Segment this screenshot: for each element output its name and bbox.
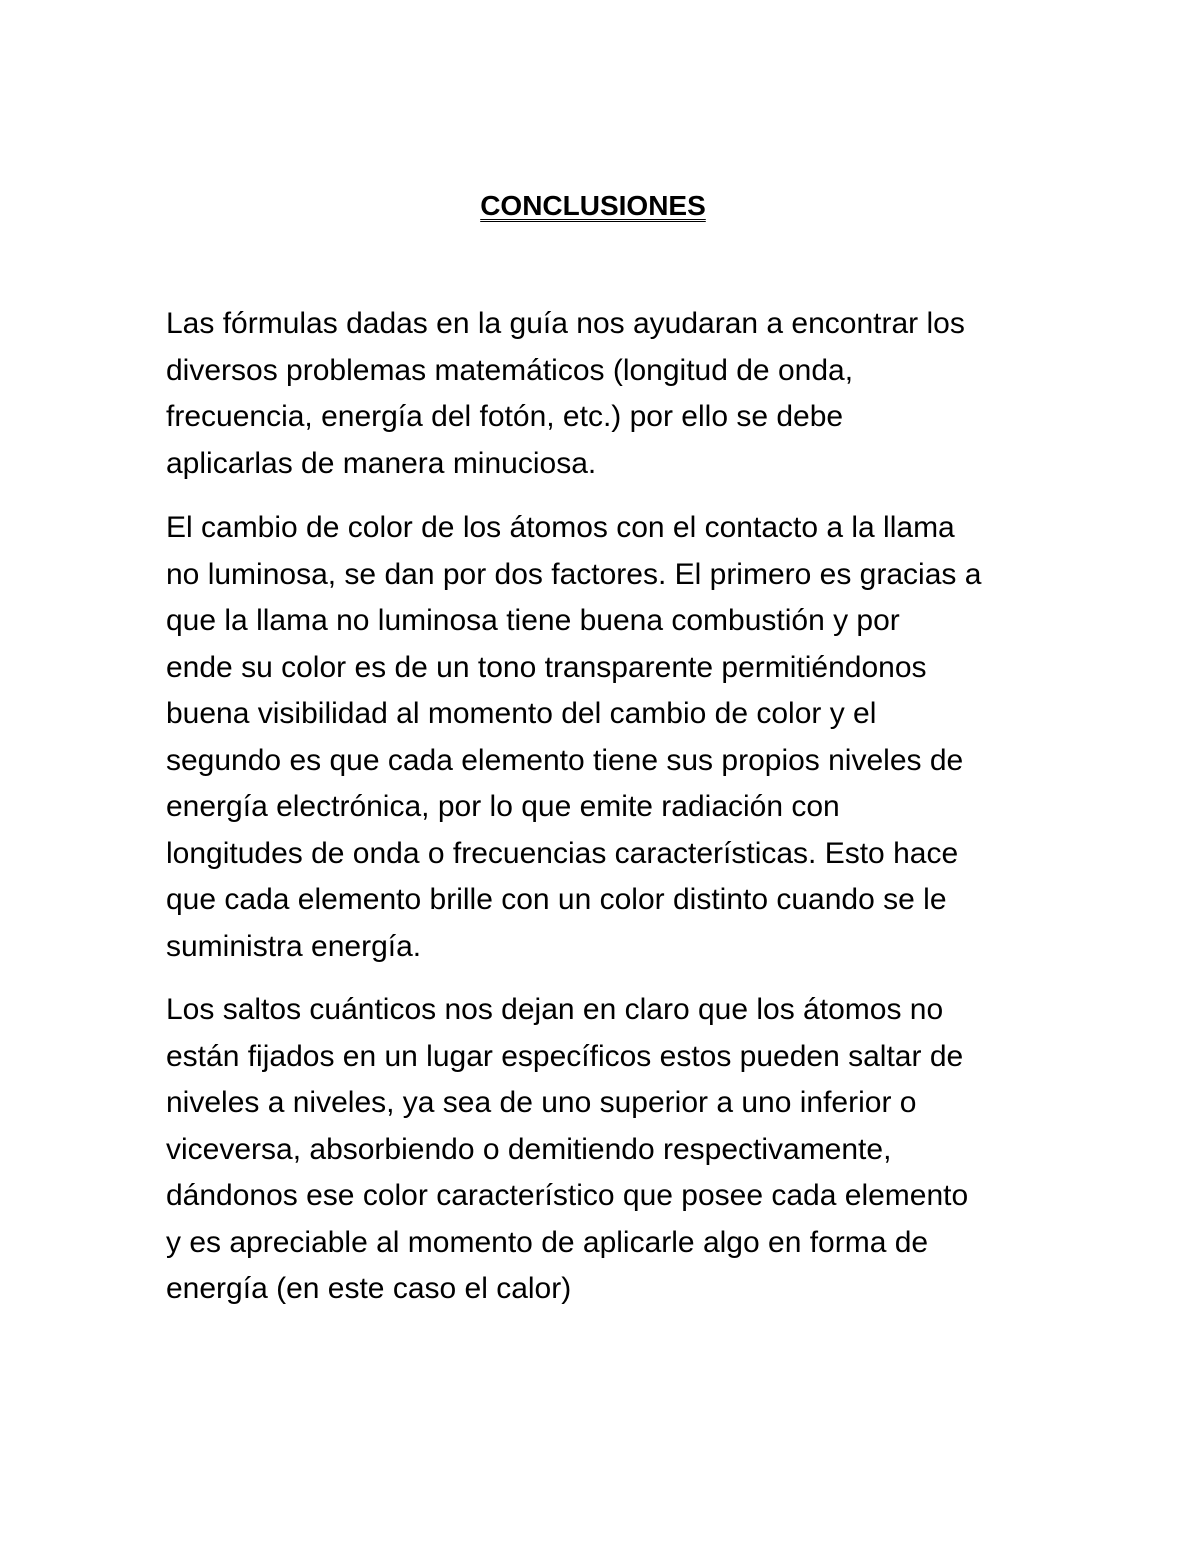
paragraph-line: aplicarlas de manera minuciosa. [166, 446, 597, 480]
paragraph-line: energía (en este caso el calor) [166, 1272, 572, 1305]
paragraph-line: están fijados en un lugar específicos estos pueden saltar de [166, 1039, 964, 1073]
document-title [0, 184, 1186, 228]
paragraph-line: no luminosa, se dan por dos factores. El primero es gracias a [166, 557, 982, 591]
paragraph-2 [166, 505, 1046, 970]
paragraph-line: buena visibilidad al momento del cambio de color y el [166, 697, 877, 730]
paragraph-line: energía electrónica, por lo que emite radiación con [166, 790, 840, 823]
paragraph-line: niveles a niveles, ya sea de uno superior a uno inferior o [166, 1086, 917, 1119]
paragraph-line: El cambio de color de los átomos con el contacto a la llama [166, 511, 955, 544]
paragraph-line: que la llama no luminosa tiene buena combustión y por [166, 604, 900, 637]
paragraph-line: Los saltos cuánticos nos dejan en claro que los átomos no [166, 993, 944, 1026]
paragraph-line: viceversa, absorbiendo o demitiendo respectivamente, [166, 1132, 892, 1166]
paragraph-3 [166, 987, 1046, 1313]
title-text: CONCLUSIONES [480, 190, 706, 221]
paragraph-line: suministra energía. [166, 929, 422, 963]
paragraph-line: y es apreciable al momento de aplicarle algo en forma de [166, 1225, 929, 1259]
paragraph-line: segundo es que cada elemento tiene sus propios niveles de [166, 743, 964, 777]
paragraph-line: longitudes de onda o frecuencias características. Esto hace [166, 836, 959, 870]
paragraph-line: ende su color es de un tono transparente permitiéndonos [166, 650, 927, 684]
paragraph-line: que cada elemento brille con un color distinto cuando se le [166, 883, 947, 916]
paragraph-1 [166, 301, 1046, 487]
paragraph-line: Las fórmulas dadas en la guía nos ayudaran a encontrar los [166, 307, 965, 340]
paragraph-line: frecuencia, energía del fotón, etc.) por ello se debe [166, 400, 844, 433]
paragraph-line: diversos problemas matemáticos (longitud de onda, [166, 353, 854, 387]
paragraph-line: dándonos ese color característico que posee cada elemento [166, 1179, 969, 1212]
